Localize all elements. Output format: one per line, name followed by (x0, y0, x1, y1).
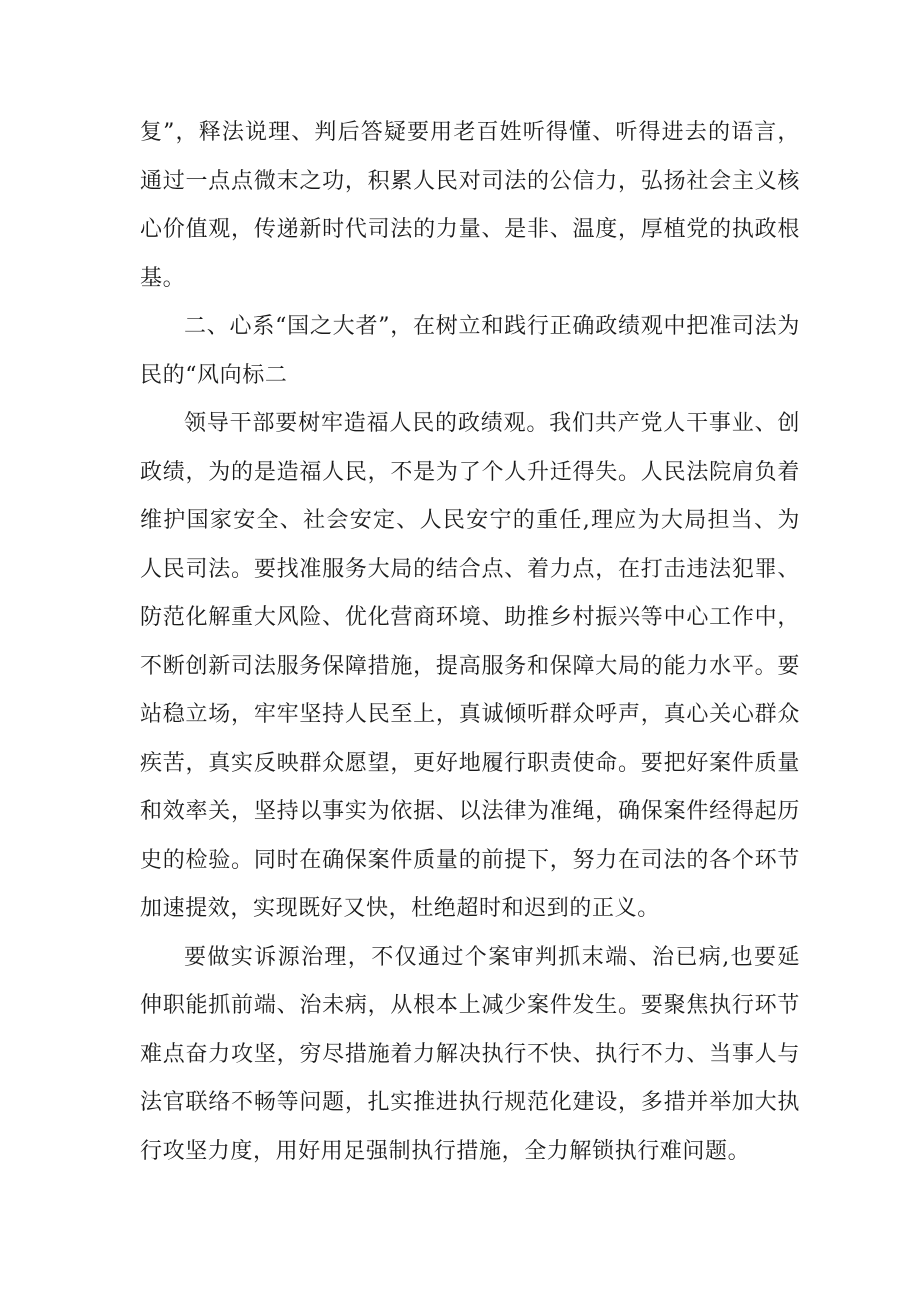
document-body (140, 109, 800, 1176)
section-heading: 二、心系“国之大者”，在树立和践行正确政绩观中把准司法为民的“风向标二 (140, 314, 800, 388)
paragraph-body: 要做实诉源治理，不仅通过个案审判抓末端、治已病,也要延伸职能抓前端、治未病，从根本上减少案件发生。要聚焦执行环节难点奋力攻坚，穷尽措施着力解决执行不快、执行不力、当事人与法官联络不畅等问题，扎实推进执行规范化建设，多措并举加大执行攻坚力度，用好用足强制执行措施，全力解锁执行难问题。 (140, 944, 800, 1164)
paragraph-body: 领导干部要树牢造福人民的政绩观。我们共产党人干事业、创政绩，为的是造福人民，不是为了个人升迁得失。人民法院肩负着维护国家安全、社会安定、人民安宁的重任,理应为大局担当、为人民司法。要找准服务大局的结合点、着力点，在打击违法犯罪、防范化解重大风险、优化营商环境、助推乡村振兴等中心工作中，不断创新司法服务保障措施，提高服务和保障大局的能力水平。要站稳立场，牢牢坚持人民至上，真诚倾听群众呼声，真心关心群众疾苦，真实反映群众愿望，更好地履行职责使命。要把好案件质量和效率关，坚持以事实为依据、以法律为准绳，确保案件经得起历史的检验。同时在确保案件质量的前提下，努力在司法的各个环节加速提效，实现既好又快，杜绝超时和迟到的正义。 (140, 411, 800, 921)
paragraph-continuation: 复”，释法说理、判后答疑要用老百姓听得懂、听得进去的语言，通过一点点微末之功，积累人民对司法的公信力，弘扬社会主义核心价值观，传递新时代司法的力量、是非、温度，厚植党的执政根基。 (140, 120, 800, 291)
